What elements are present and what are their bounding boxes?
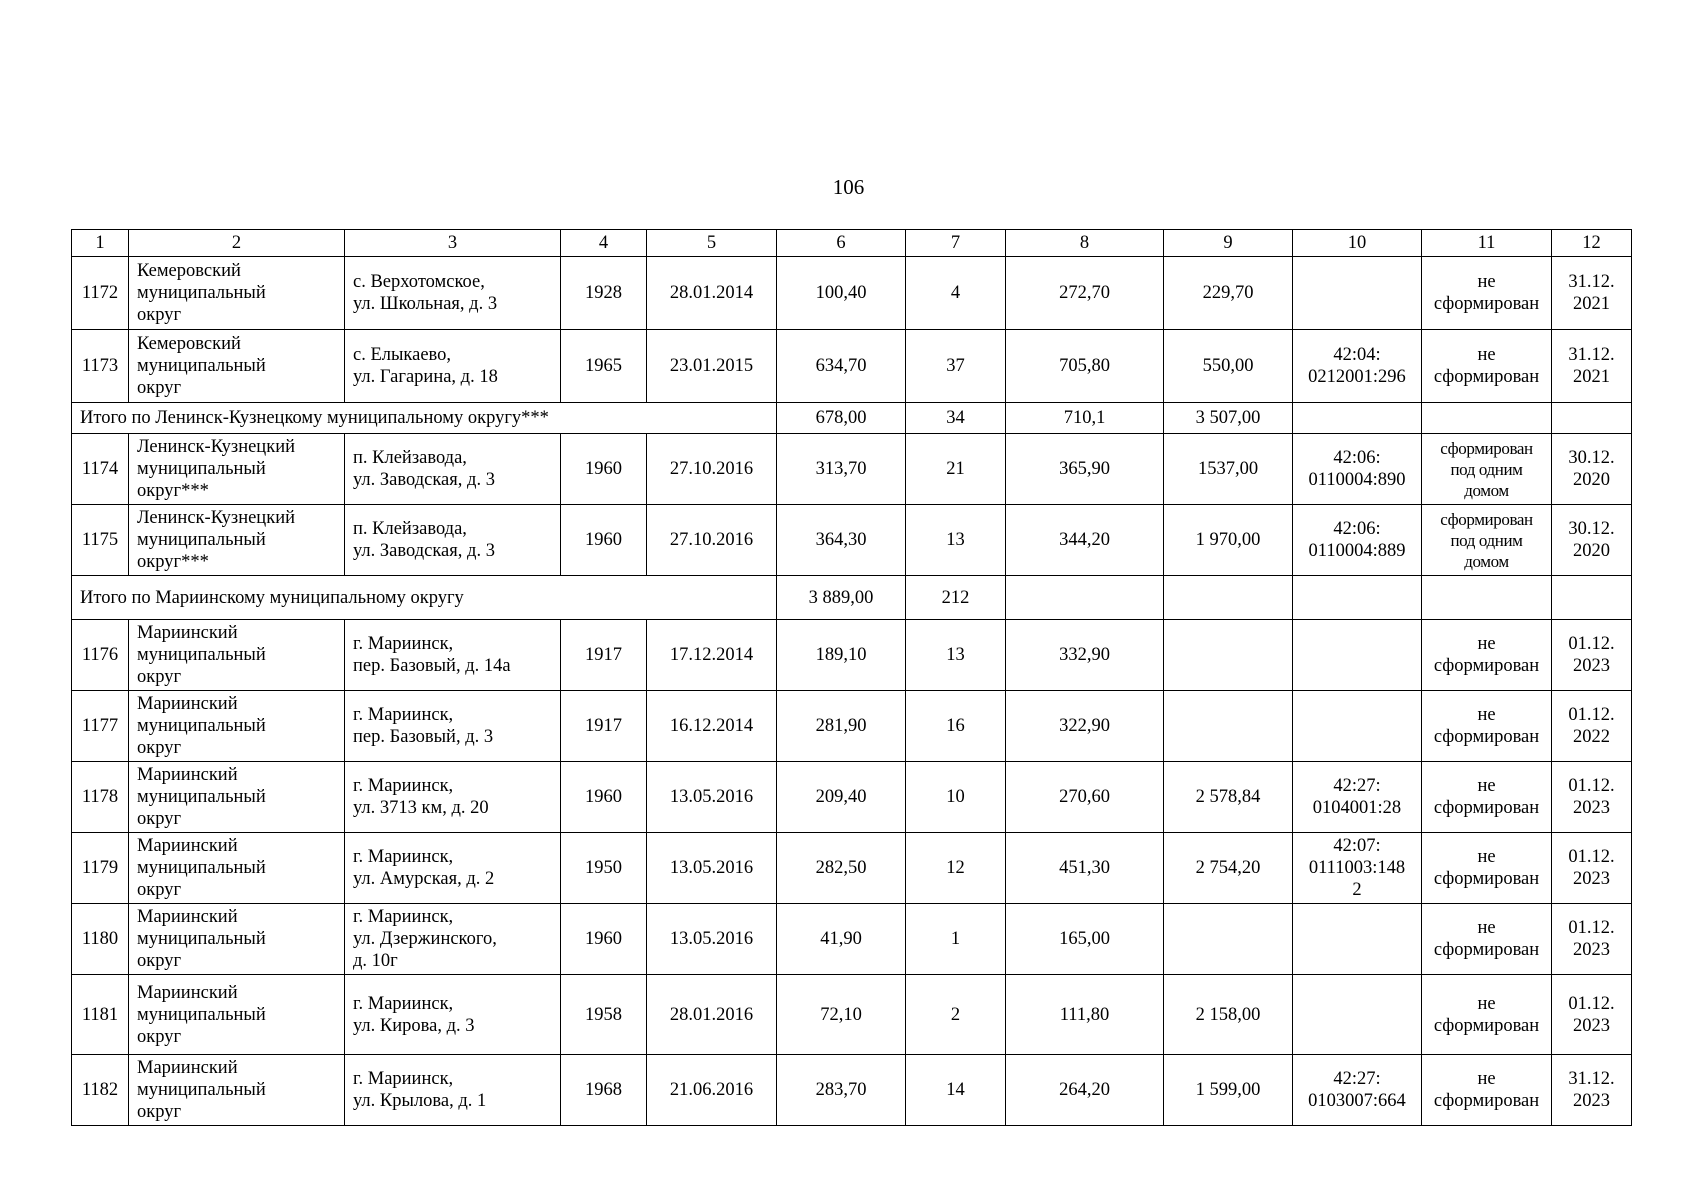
cadastral-number-cell (1293, 505, 1422, 576)
year-cell: 1960 (561, 762, 647, 833)
cadastral-number-cell (1293, 330, 1422, 403)
column-header: 10 (1293, 230, 1422, 257)
cadastral-number-cell-line: 42:06: (1333, 519, 1381, 539)
value-cell: 111,80 (1006, 975, 1164, 1055)
date-cell: 23.01.2015 (647, 330, 777, 403)
table-row (72, 257, 1632, 330)
value-cell: 322,90 (1006, 691, 1164, 762)
residents-total-cell: 212 (906, 576, 1006, 620)
deadline-cell-line: 2021 (1573, 367, 1610, 387)
area-cell: 281,90 (777, 691, 906, 762)
value-cell: 270,60 (1006, 762, 1164, 833)
cadastral-number-cell-line: 0110004:889 (1308, 541, 1406, 561)
address-cell-line: г. Мариинск, (353, 847, 454, 867)
deadline-cell-line: 2023 (1573, 1015, 1610, 1036)
address-cell-line: ул. Заводская, д. 3 (353, 470, 495, 490)
address-cell-line: г. Мариинск, (353, 993, 454, 1014)
land-status-cell-line: сформирован (1433, 1091, 1540, 1111)
address-cell-line: с. Елыкаево, (353, 345, 452, 365)
residents-cell: 14 (906, 1055, 1006, 1126)
address-cell-line: пер. Базовый, д. 14а (353, 656, 511, 676)
row-number-cell: 1175 (72, 505, 129, 576)
deadline-cell-line: 2023 (1573, 1091, 1610, 1111)
address-cell (345, 1055, 561, 1126)
municipality-cell-line: округ (137, 1026, 182, 1047)
table-row (72, 1055, 1632, 1126)
residents-cell: 4 (906, 257, 1006, 330)
municipality-cell-line: Мариинский (137, 623, 238, 643)
land-status-cell (1422, 505, 1552, 576)
municipality-cell-line: муниципальный (137, 459, 266, 479)
residents-cell: 21 (906, 434, 1006, 505)
area-cell: 283,70 (777, 1055, 906, 1126)
address-cell (345, 330, 561, 403)
value-cell: 2 578,84 (1164, 762, 1293, 833)
empty-cell (1293, 576, 1422, 620)
municipality-cell (129, 691, 345, 762)
municipality-cell-line: Мариинский (137, 765, 238, 785)
value-cell: 332,90 (1006, 620, 1164, 691)
deadline-cell-line: 01.12. (1568, 634, 1615, 654)
land-status-cell (1422, 330, 1552, 403)
deadline-cell-line: 2020 (1573, 470, 1610, 490)
municipality-cell-line: округ (137, 1102, 182, 1122)
deadline-cell-line: 30.12. (1568, 448, 1615, 468)
municipality-cell-line: Кемеровский (137, 334, 241, 354)
address-cell-line: ул. Гагарина, д. 18 (353, 367, 498, 387)
row-number-cell: 1174 (72, 434, 129, 505)
address-cell (345, 975, 561, 1055)
land-status-cell-line: сформирован (1433, 869, 1540, 889)
land-status-cell-line: сформирован (1440, 438, 1533, 458)
cadastral-number-cell-line: 0103007:664 (1308, 1091, 1406, 1111)
municipality-cell (129, 904, 345, 975)
deadline-cell-line: 2022 (1573, 727, 1610, 747)
address-cell (345, 620, 561, 691)
table-row (72, 691, 1632, 762)
table-row (72, 904, 1632, 975)
value-cell: 1 599,00 (1164, 1055, 1293, 1126)
row-number-cell: 1178 (72, 762, 129, 833)
cadastral-number-cell (1293, 833, 1422, 904)
deadline-cell-line: 30.12. (1568, 519, 1615, 539)
subtotal-label: Итого по Ленинск-Кузнецкому муниципальному округу*** (72, 403, 777, 434)
empty-cell (1552, 403, 1632, 434)
residents-cell: 13 (906, 620, 1006, 691)
residents-cell: 1 (906, 904, 1006, 975)
residents-cell: 10 (906, 762, 1006, 833)
area-total-cell: 678,00 (777, 403, 906, 434)
land-status-cell (1422, 1055, 1552, 1126)
column-header: 3 (345, 230, 561, 257)
value-cell: 365,90 (1006, 434, 1164, 505)
municipality-cell-line: округ*** (137, 552, 209, 572)
area-cell: 313,70 (777, 434, 906, 505)
deadline-cell (1552, 620, 1632, 691)
municipality-cell-line: округ (137, 305, 182, 325)
cadastral-number-cell (1293, 975, 1422, 1055)
value-cell (1164, 620, 1293, 691)
address-cell-line: ул. Кирова, д. 3 (353, 1015, 475, 1036)
column-header: 5 (647, 230, 777, 257)
deadline-cell (1552, 257, 1632, 330)
deadline-cell-line: 01.12. (1568, 918, 1615, 938)
cadastral-number-cell (1293, 620, 1422, 691)
value-cell: 1537,00 (1164, 434, 1293, 505)
land-status-cell-line: сформирован (1433, 367, 1540, 387)
year-cell: 1960 (561, 434, 647, 505)
year-cell: 1928 (561, 257, 647, 330)
value-cell: 229,70 (1164, 257, 1293, 330)
land-status-cell (1422, 904, 1552, 975)
cadastral-number-cell (1293, 762, 1422, 833)
land-status-cell-line: сформирован (1433, 727, 1540, 747)
municipality-cell (129, 505, 345, 576)
address-cell-line: с. Верхотомское, (353, 272, 485, 292)
deadline-cell (1552, 975, 1632, 1055)
register-table (71, 229, 1632, 1126)
address-cell-line: ул. Крылова, д. 1 (353, 1091, 487, 1111)
residents-cell: 13 (906, 505, 1006, 576)
table-row (72, 762, 1632, 833)
land-status-cell-line: не (1477, 634, 1496, 654)
area-cell: 189,10 (777, 620, 906, 691)
area-cell: 634,70 (777, 330, 906, 403)
deadline-cell-line: 2023 (1573, 940, 1610, 960)
municipality-cell-line: муниципальный (137, 1004, 266, 1025)
land-status-cell-line: не (1477, 993, 1496, 1014)
total-cell: 710,1 (1006, 403, 1164, 434)
empty-cell (1422, 576, 1552, 620)
municipality-cell-line: муниципальный (137, 787, 266, 807)
table-row (72, 620, 1632, 691)
deadline-cell-line: 01.12. (1568, 847, 1615, 867)
land-status-cell-line: не (1477, 345, 1496, 365)
date-cell: 27.10.2016 (647, 505, 777, 576)
year-cell: 1968 (561, 1055, 647, 1126)
area-total-cell: 3 889,00 (777, 576, 906, 620)
year-cell: 1965 (561, 330, 647, 403)
value-cell: 1 970,00 (1164, 505, 1293, 576)
residents-cell: 12 (906, 833, 1006, 904)
municipality-cell-line: Мариинский (137, 1058, 238, 1078)
land-status-cell-line: сформирован (1433, 294, 1540, 314)
date-cell: 13.05.2016 (647, 833, 777, 904)
municipality-cell-line: муниципальный (137, 530, 266, 550)
value-cell: 705,80 (1006, 330, 1164, 403)
municipality-cell-line: Мариинский (137, 694, 238, 714)
deadline-cell-line: 31.12. (1568, 1069, 1615, 1089)
municipality-cell (129, 1055, 345, 1126)
deadline-cell (1552, 691, 1632, 762)
cadastral-number-cell-line: 42:27: (1333, 1069, 1381, 1089)
deadline-cell-line: 31.12. (1568, 272, 1615, 292)
area-cell: 364,30 (777, 505, 906, 576)
empty-cell (1422, 403, 1552, 434)
land-status-cell-line: не (1477, 272, 1496, 292)
date-cell: 16.12.2014 (647, 691, 777, 762)
date-cell: 28.01.2016 (647, 975, 777, 1055)
address-cell-line: ул. 3713 км, д. 20 (353, 798, 489, 818)
cadastral-number-cell-line: 42:06: (1333, 448, 1381, 468)
row-number-cell: 1177 (72, 691, 129, 762)
address-cell (345, 505, 561, 576)
row-number-cell: 1172 (72, 257, 129, 330)
year-cell: 1917 (561, 691, 647, 762)
municipality-cell-line: округ (137, 951, 182, 971)
residents-cell: 16 (906, 691, 1006, 762)
value-cell: 451,30 (1006, 833, 1164, 904)
municipality-cell (129, 620, 345, 691)
value-cell (1164, 904, 1293, 975)
total-cell: 3 507,00 (1164, 403, 1293, 434)
column-header: 4 (561, 230, 647, 257)
deadline-cell (1552, 762, 1632, 833)
deadline-cell (1552, 330, 1632, 403)
municipality-cell-line: Мариинский (137, 982, 238, 1003)
area-cell: 282,50 (777, 833, 906, 904)
area-cell: 41,90 (777, 904, 906, 975)
cadastral-number-cell (1293, 691, 1422, 762)
cadastral-number-cell-line: 0104001:28 (1312, 798, 1402, 818)
column-header: 6 (777, 230, 906, 257)
cadastral-number-cell-line: 0110004:890 (1308, 470, 1406, 490)
deadline-cell-line: 01.12. (1568, 993, 1615, 1014)
value-cell: 272,70 (1006, 257, 1164, 330)
subtotal-row (72, 576, 1632, 620)
address-cell-line: г. Мариинск, (353, 634, 454, 654)
column-header: 8 (1006, 230, 1164, 257)
address-cell (345, 833, 561, 904)
column-header: 12 (1552, 230, 1632, 257)
cadastral-number-cell-line: 0111003:148 (1308, 858, 1406, 878)
column-header: 1 (72, 230, 129, 257)
land-status-cell-line: сформирован (1433, 1015, 1540, 1036)
address-cell (345, 762, 561, 833)
municipality-cell-line: Мариинский (137, 836, 238, 856)
area-cell: 100,40 (777, 257, 906, 330)
date-cell: 13.05.2016 (647, 904, 777, 975)
cadastral-number-cell (1293, 434, 1422, 505)
address-cell-line: п. Клейзавода, (353, 448, 467, 468)
cadastral-number-cell (1293, 1055, 1422, 1126)
value-cell: 550,00 (1164, 330, 1293, 403)
land-status-cell-line: под одним (1450, 530, 1523, 550)
value-cell: 344,20 (1006, 505, 1164, 576)
total-cell (1006, 576, 1164, 620)
land-status-cell-line: не (1477, 847, 1496, 867)
cadastral-number-cell (1293, 257, 1422, 330)
land-status-cell-line: сформирован (1433, 798, 1540, 818)
deadline-cell-line: 2023 (1573, 656, 1610, 676)
row-number-cell: 1173 (72, 330, 129, 403)
municipality-cell-line: муниципальный (137, 858, 266, 878)
total-cell (1164, 576, 1293, 620)
deadline-cell-line: 01.12. (1568, 705, 1615, 725)
municipality-cell-line: Мариинский (137, 907, 238, 927)
column-header: 11 (1422, 230, 1552, 257)
deadline-cell (1552, 505, 1632, 576)
municipality-cell (129, 975, 345, 1055)
address-cell-line: п. Клейзавода, (353, 519, 467, 539)
row-number-cell: 1181 (72, 975, 129, 1055)
date-cell: 17.12.2014 (647, 620, 777, 691)
land-status-cell (1422, 434, 1552, 505)
date-cell: 21.06.2016 (647, 1055, 777, 1126)
deadline-cell (1552, 434, 1632, 505)
address-cell-line: г. Мариинск, (353, 705, 454, 725)
year-cell: 1958 (561, 975, 647, 1055)
land-status-cell (1422, 620, 1552, 691)
cadastral-number-cell-line: 2 (1352, 880, 1362, 900)
value-cell: 165,00 (1006, 904, 1164, 975)
land-status-cell-line: не (1477, 705, 1496, 725)
deadline-cell (1552, 833, 1632, 904)
land-status-cell-line: не (1477, 918, 1496, 938)
table-row (72, 975, 1632, 1055)
address-cell-line: г. Мариинск, (353, 1069, 454, 1089)
address-cell-line: д. 10г (353, 951, 398, 971)
subtotal-row (72, 403, 1632, 434)
subtotal-label: Итого по Мариинскому муниципальному округу (72, 576, 777, 620)
page-number: 106 (832, 175, 865, 199)
land-status-cell-line: сформирован (1440, 509, 1533, 529)
date-cell: 13.05.2016 (647, 762, 777, 833)
area-cell: 209,40 (777, 762, 906, 833)
municipality-cell-line: округ (137, 809, 182, 829)
address-cell-line: ул. Заводская, д. 3 (353, 541, 495, 561)
deadline-cell-line: 31.12. (1568, 345, 1615, 365)
land-status-cell (1422, 691, 1552, 762)
municipality-cell-line: округ (137, 880, 182, 900)
cadastral-number-cell (1293, 904, 1422, 975)
municipality-cell-line: Кемеровский (137, 261, 241, 281)
year-cell: 1917 (561, 620, 647, 691)
residents-cell: 37 (906, 330, 1006, 403)
municipality-cell (129, 833, 345, 904)
address-cell (345, 904, 561, 975)
value-cell: 2 158,00 (1164, 975, 1293, 1055)
date-cell: 28.01.2014 (647, 257, 777, 330)
table-row (72, 505, 1632, 576)
row-number-cell: 1182 (72, 1055, 129, 1126)
municipality-cell (129, 330, 345, 403)
municipality-cell-line: муниципальный (137, 929, 266, 949)
residents-cell: 2 (906, 975, 1006, 1055)
row-number-cell: 1180 (72, 904, 129, 975)
address-cell (345, 257, 561, 330)
area-cell: 72,10 (777, 975, 906, 1055)
municipality-cell-line: округ (137, 667, 182, 687)
deadline-cell-line: 2020 (1573, 541, 1610, 561)
land-status-cell-line: домом (1464, 551, 1509, 571)
municipality-cell-line: Ленинск-Кузнецкий (137, 508, 295, 528)
land-status-cell (1422, 975, 1552, 1055)
land-status-cell-line: домом (1464, 480, 1509, 500)
deadline-cell (1552, 1055, 1632, 1126)
column-header: 7 (906, 230, 1006, 257)
column-number-row (72, 230, 1632, 257)
cadastral-number-cell-line: 42:04: (1333, 345, 1381, 365)
value-cell (1164, 691, 1293, 762)
address-cell-line: г. Мариинск, (353, 907, 454, 927)
land-status-cell (1422, 257, 1552, 330)
municipality-cell-line: муниципальный (137, 283, 266, 303)
land-status-cell (1422, 833, 1552, 904)
municipality-cell-line: муниципальный (137, 356, 266, 376)
municipality-cell-line: муниципальный (137, 645, 266, 665)
value-cell: 264,20 (1006, 1055, 1164, 1126)
address-cell-line: пер. Базовый, д. 3 (353, 727, 494, 747)
year-cell: 1960 (561, 904, 647, 975)
address-cell-line: ул. Школьная, д. 3 (353, 294, 498, 314)
residents-total-cell: 34 (906, 403, 1006, 434)
address-cell-line: ул. Амурская, д. 2 (353, 869, 495, 889)
row-number-cell: 1179 (72, 833, 129, 904)
deadline-cell-line: 2023 (1573, 798, 1610, 818)
municipality-cell-line: муниципальный (137, 716, 266, 736)
cadastral-number-cell-line: 0212001:296 (1308, 367, 1406, 387)
municipality-cell (129, 434, 345, 505)
year-cell: 1950 (561, 833, 647, 904)
deadline-cell-line: 01.12. (1568, 776, 1615, 796)
address-cell (345, 691, 561, 762)
land-status-cell-line: под одним (1450, 459, 1523, 479)
deadline-cell-line: 2023 (1573, 869, 1610, 889)
land-status-cell-line: сформирован (1433, 656, 1540, 676)
municipality-cell-line: Ленинск-Кузнецкий (137, 437, 295, 457)
municipality-cell-line: округ (137, 738, 182, 758)
date-cell: 27.10.2016 (647, 434, 777, 505)
deadline-cell-line: 2021 (1573, 294, 1610, 314)
address-cell-line: ул. Дзержинского, (353, 929, 497, 949)
land-status-cell-line: сформирован (1433, 940, 1540, 960)
table-row (72, 434, 1632, 505)
empty-cell (1293, 403, 1422, 434)
land-status-cell (1422, 762, 1552, 833)
land-status-cell-line: не (1477, 1069, 1496, 1089)
table-row (72, 833, 1632, 904)
empty-cell (1552, 576, 1632, 620)
value-cell: 2 754,20 (1164, 833, 1293, 904)
row-number-cell: 1176 (72, 620, 129, 691)
address-cell-line: г. Мариинск, (353, 776, 454, 796)
land-status-cell-line: не (1477, 776, 1496, 796)
municipality-cell-line: округ*** (137, 481, 209, 501)
year-cell: 1960 (561, 505, 647, 576)
column-header: 2 (129, 230, 345, 257)
table-row (72, 330, 1632, 403)
address-cell (345, 434, 561, 505)
municipality-cell-line: муниципальный (137, 1080, 266, 1100)
municipality-cell-line: округ (137, 378, 182, 398)
cadastral-number-cell-line: 42:27: (1333, 776, 1381, 796)
deadline-cell (1552, 904, 1632, 975)
cadastral-number-cell-line: 42:07: (1333, 836, 1381, 856)
municipality-cell (129, 257, 345, 330)
municipality-cell (129, 762, 345, 833)
column-header: 9 (1164, 230, 1293, 257)
